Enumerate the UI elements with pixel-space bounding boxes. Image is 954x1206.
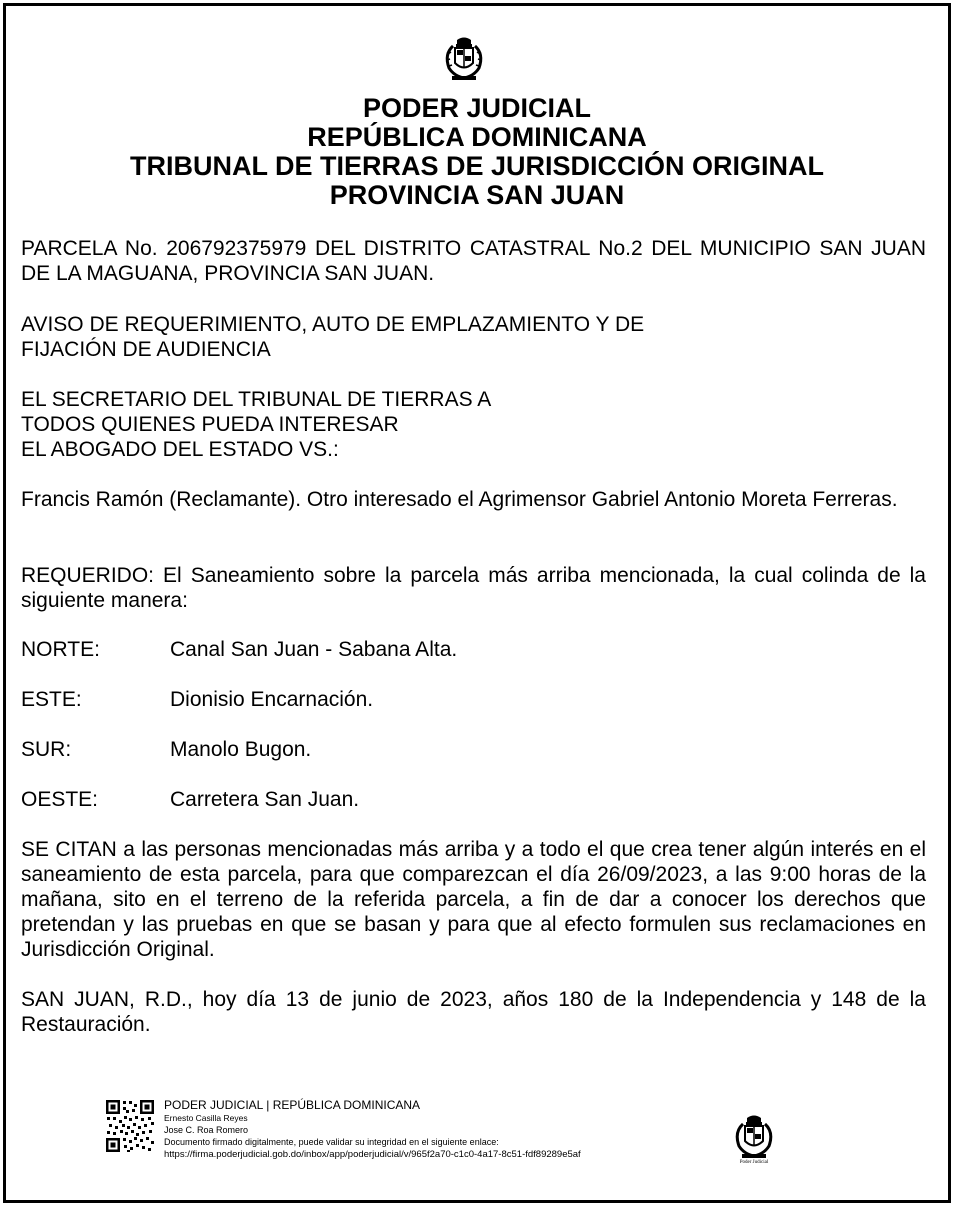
interested-parties-paragraph: Francis Ramón (Reclamante). Otro interesado el Agrimensor Gabriel Antonio Moreta Ferreras. [21,488,898,511]
notice-title-line: AVISO DE REQUERIMIENTO, AUTO DE EMPLAZAMIENTO Y DE [21,313,645,336]
footer-seal [730,1114,778,1170]
boundary-row [21,737,311,762]
boundary-label: ESTE: [21,688,82,711]
qr-code-icon[interactable] [105,1099,155,1153]
boundary-label: SUR: [21,738,72,761]
boundary-value: Carretera San Juan. [170,788,360,811]
addressee-block [21,387,926,462]
notice-title-line: FIJACIÓN DE AUDIENCIA [21,338,271,361]
coat-of-arms-icon [730,1114,778,1160]
signer-name: Ernesto Casilla Reyes [164,1113,248,1123]
seal-caption: Poder Judicial [739,1160,769,1165]
addressee-line: TODOS QUIENES PUEDA INTERESAR [21,413,399,436]
coat-of-arms-icon [440,36,488,82]
date-paragraph: SAN JUAN, R.D., hoy día 13 de junio de 2023, años 180 de la Independencia y 148 de la Restauración. [21,988,926,1036]
header-country: REPÚBLICA DOMINICANA [307,122,647,152]
boundary-row [21,687,373,712]
header-tribunal: TRIBUNAL DE TIERRAS DE JURISDICCIÓN ORIGINAL [129,151,825,181]
requirement-paragraph: REQUERIDO: El Saneamiento sobre la parcela más arriba mencionada, la cual colinda de la siguiente manera: [21,564,926,612]
boundary-row [21,637,457,662]
boundary-value: Manolo Bugon. [170,738,312,761]
signature-note: Documento firmado digitalmente, puede validar su integridad en el siguiente enlace: [164,1137,499,1147]
boundary-label: NORTE: [21,638,100,661]
document-header [0,94,954,210]
boundary-label: OESTE: [21,788,99,811]
notice-title [21,312,926,362]
signature-institution: PODER JUDICIAL | REPÚBLICA DOMINICANA [164,1098,421,1112]
summons-paragraph: SE CITAN a las personas mencionadas más arriba y a todo el que crea tener algún interés en el saneamiento de esta parcela, para que comparezcan el día 26/09/2023, a las 9:00 horas de la mañana, sito en el terreno de la referida parcela, a fin de dar a conocer los derechos que pretendan y las pruebas en que se basan y para que al efecto formulen sus reclamaciones en Jurisdicción Original. [21,838,926,961]
boundary-row [21,787,359,812]
header-institution: PODER JUDICIAL [362,93,592,123]
boundary-value: Dionisio Encarnación. [170,688,374,711]
boundary-value: Canal San Juan - Sabana Alta. [170,638,458,661]
addressee-line: EL SECRETARIO DEL TRIBUNAL DE TIERRAS A [21,388,492,411]
parcel-paragraph: PARCELA No. 206792375979 DEL DISTRITO CATASTRAL No.2 DEL MUNICIPIO SAN JUAN DE LA MAGUANA, PROVINCIA SAN JUAN. [21,237,926,285]
digital-signature-block [164,1098,724,1161]
validation-link[interactable]: https://firma.poderjudicial.gob.do/inbox/app/poderjudicial/v/965f2a70-c1c0-4a17-8c51-fdf89289e5af [164,1149,581,1160]
header-province: PROVINCIA SAN JUAN [329,180,625,210]
addressee-line: EL ABOGADO DEL ESTADO VS.: [21,438,339,461]
signer-name: Jose C. Roa Romero [164,1125,249,1135]
